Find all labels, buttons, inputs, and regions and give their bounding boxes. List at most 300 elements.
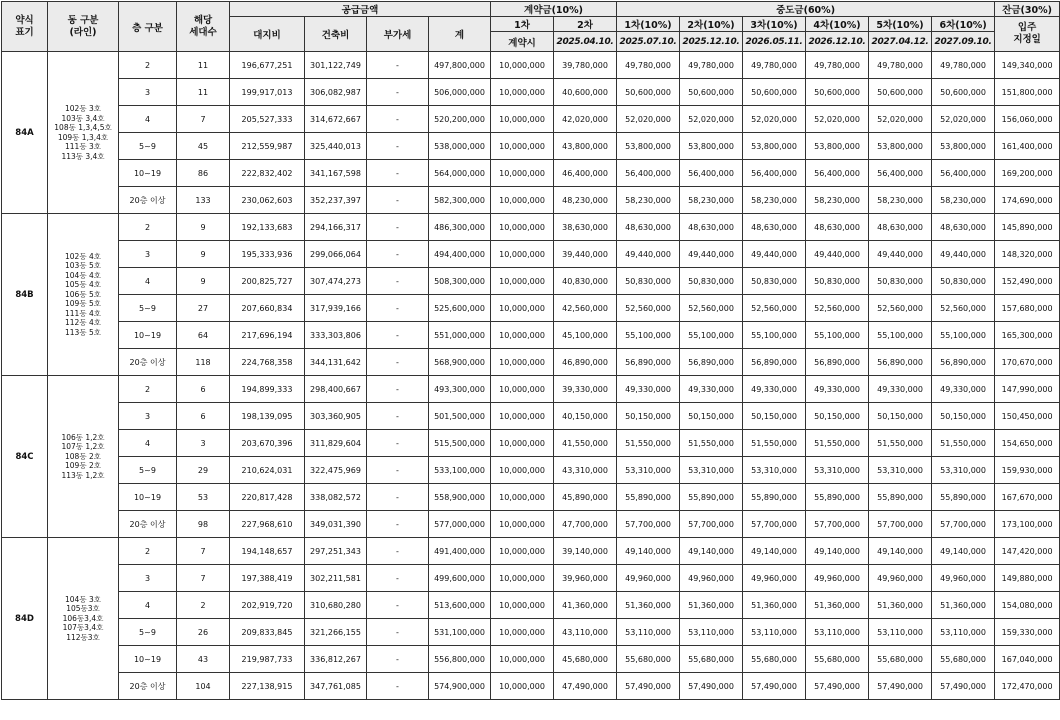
mid1-cell: 53,310,000 [617, 457, 680, 484]
balance-header-label: 입주 지정일 [1013, 22, 1041, 45]
units-cell: 43 [177, 646, 230, 673]
vat-cell: - [367, 646, 429, 673]
mid3-cell: 49,330,000 [743, 376, 806, 403]
mid1-cell: 53,800,000 [617, 133, 680, 160]
table-row [2, 322, 1060, 349]
mid1-cell: 51,550,000 [617, 430, 680, 457]
table-row [2, 214, 1060, 241]
floor-header: 층 구분 [119, 2, 177, 52]
mid6-cell: 53,110,000 [932, 619, 995, 646]
dong-line-item: 113동 1,2호 [61, 470, 105, 480]
total-cell: 506,000,000 [429, 79, 491, 106]
floor-cell: 20층 이상 [119, 511, 177, 538]
dep2-cell: 39,140,000 [554, 538, 617, 565]
mid1-cell: 56,400,000 [617, 160, 680, 187]
balance-cell: 157,680,000 [995, 295, 1060, 322]
land-cell: 203,670,396 [230, 430, 305, 457]
dep2-cell: 43,800,000 [554, 133, 617, 160]
mid1-cell: 48,630,000 [617, 214, 680, 241]
floor-cell: 10~19 [119, 160, 177, 187]
mid6-cell: 49,140,000 [932, 538, 995, 565]
dep1-cell: 10,000,000 [491, 376, 554, 403]
mid6-cell: 53,800,000 [932, 133, 995, 160]
building-cell: 302,211,581 [305, 565, 367, 592]
vat-cell: - [367, 430, 429, 457]
dep2-date: 2025.04.10. [554, 32, 617, 52]
table-row [2, 511, 1060, 538]
mid5-cell: 49,960,000 [869, 565, 932, 592]
dong-line-item: 103동 5호 [65, 261, 101, 271]
dep1-cell: 10,000,000 [491, 106, 554, 133]
dong-line-cell [48, 214, 119, 376]
dep2-cell: 43,110,000 [554, 619, 617, 646]
mid4-cell: 56,890,000 [806, 349, 869, 376]
mid4-cell: 49,960,000 [806, 565, 869, 592]
mid4-cell: 56,400,000 [806, 160, 869, 187]
mid6-cell: 55,100,000 [932, 322, 995, 349]
unit-type-cell: 84C [2, 376, 48, 538]
mid1-cell: 51,360,000 [617, 592, 680, 619]
dong-line-item: 105동 4호 [65, 280, 101, 290]
mid2-cell: 57,700,000 [680, 511, 743, 538]
units-cell: 104 [177, 673, 230, 700]
mid2-cell: 49,440,000 [680, 241, 743, 268]
mid4-date: 2026.12.10. [806, 32, 869, 52]
building-cell: 338,082,572 [305, 484, 367, 511]
building-cell: 310,680,280 [305, 592, 367, 619]
mid1-cell: 49,440,000 [617, 241, 680, 268]
mid2-cell: 51,550,000 [680, 430, 743, 457]
mid6-cell: 52,020,000 [932, 106, 995, 133]
floor-cell: 2 [119, 376, 177, 403]
dep2-cell: 47,700,000 [554, 511, 617, 538]
dep2-cell: 42,020,000 [554, 106, 617, 133]
mid6-cell: 48,630,000 [932, 214, 995, 241]
total-cell: 497,800,000 [429, 52, 491, 79]
mid1-cell: 50,600,000 [617, 79, 680, 106]
units-cell: 2 [177, 592, 230, 619]
mid3-cell: 53,800,000 [743, 133, 806, 160]
land-cell: 217,696,194 [230, 322, 305, 349]
balance-cell: 169,200,000 [995, 160, 1060, 187]
table-row [2, 52, 1060, 79]
balance-cell: 167,040,000 [995, 646, 1060, 673]
units-cell: 3 [177, 430, 230, 457]
dep1-cell: 10,000,000 [491, 133, 554, 160]
total-cell: 493,300,000 [429, 376, 491, 403]
table-row [2, 538, 1060, 565]
mid4-cell: 50,600,000 [806, 79, 869, 106]
vat-cell: - [367, 133, 429, 160]
mid2-cell: 53,310,000 [680, 457, 743, 484]
total-cell: 533,100,000 [429, 457, 491, 484]
total-cell: 486,300,000 [429, 214, 491, 241]
table-row [2, 457, 1060, 484]
balance-cell: 151,800,000 [995, 79, 1060, 106]
vat-cell: - [367, 484, 429, 511]
mid1-cell: 55,100,000 [617, 322, 680, 349]
floor-cell: 5~9 [119, 457, 177, 484]
balance-cell: 172,470,000 [995, 673, 1060, 700]
unit-type-cell: 84D [2, 538, 48, 700]
dong-line-item: 111동 3호 [65, 142, 101, 151]
total-cell: 577,000,000 [429, 511, 491, 538]
total-cell: 513,600,000 [429, 592, 491, 619]
land-cell: 212,559,987 [230, 133, 305, 160]
table-row [2, 403, 1060, 430]
vat-cell: - [367, 79, 429, 106]
floor-cell: 5~9 [119, 295, 177, 322]
balance-cell: 147,990,000 [995, 376, 1060, 403]
floor-cell: 2 [119, 538, 177, 565]
building-cell: 298,400,667 [305, 376, 367, 403]
building-cell: 322,475,969 [305, 457, 367, 484]
dong-line-item: 103동 3,4호 [61, 113, 105, 123]
table-row [2, 646, 1060, 673]
balance-cell: 145,890,000 [995, 214, 1060, 241]
dep1-header: 1차 [491, 17, 554, 32]
mid5-cell: 51,550,000 [869, 430, 932, 457]
mid5-cell: 52,560,000 [869, 295, 932, 322]
mid1-cell: 57,490,000 [617, 673, 680, 700]
mid5-cell: 49,440,000 [869, 241, 932, 268]
total-cell: 582,300,000 [429, 187, 491, 214]
units-cell: 45 [177, 133, 230, 160]
dong-line-item: 106동 1,2호 [61, 432, 105, 442]
units-header [177, 2, 230, 52]
mid2-cell: 51,360,000 [680, 592, 743, 619]
dep1-cell: 10,000,000 [491, 403, 554, 430]
mid3-cell: 53,110,000 [743, 619, 806, 646]
total-cell: 558,900,000 [429, 484, 491, 511]
dong-line-cell [48, 376, 119, 538]
dep2-cell: 39,440,000 [554, 241, 617, 268]
mid4-cell: 57,700,000 [806, 511, 869, 538]
vat-header: 부가세 [367, 17, 429, 52]
dep2-cell: 47,490,000 [554, 673, 617, 700]
mid5-date: 2027.04.12. [869, 32, 932, 52]
balance-cell: 159,930,000 [995, 457, 1060, 484]
mid5-cell: 53,310,000 [869, 457, 932, 484]
floor-cell: 4 [119, 106, 177, 133]
land-cell: 199,917,013 [230, 79, 305, 106]
dong-line-item: 112동3호 [66, 632, 100, 642]
dep2-cell: 40,830,000 [554, 268, 617, 295]
dong-header [48, 2, 119, 52]
dong-line-item: 106동 5호 [65, 289, 101, 299]
unit-type-cell: 84B [2, 214, 48, 376]
mid1-cell: 49,960,000 [617, 565, 680, 592]
vat-cell: - [367, 511, 429, 538]
mid3-cell: 55,100,000 [743, 322, 806, 349]
dong-line-item: 113동 3,4호 [61, 151, 105, 161]
vat-cell: - [367, 349, 429, 376]
mid2-cell: 56,890,000 [680, 349, 743, 376]
floor-cell: 3 [119, 79, 177, 106]
total-cell: 501,500,000 [429, 403, 491, 430]
dep1-cell: 10,000,000 [491, 457, 554, 484]
table-row [2, 619, 1060, 646]
vat-cell: - [367, 160, 429, 187]
total-cell: 564,000,000 [429, 160, 491, 187]
building-cell: 349,031,390 [305, 511, 367, 538]
mid5-cell: 56,890,000 [869, 349, 932, 376]
mid3-cell: 53,310,000 [743, 457, 806, 484]
land-cell: 207,660,834 [230, 295, 305, 322]
mid2-header: 2차(10%) [680, 17, 743, 32]
table-row [2, 376, 1060, 403]
balance-cell: 165,300,000 [995, 322, 1060, 349]
dep1-cell: 10,000,000 [491, 214, 554, 241]
mid6-cell: 55,680,000 [932, 646, 995, 673]
supply-group-header: 공급금액 [230, 2, 491, 17]
units-cell: 6 [177, 403, 230, 430]
vat-cell: - [367, 619, 429, 646]
mid1-cell: 52,560,000 [617, 295, 680, 322]
mid5-cell: 49,140,000 [869, 538, 932, 565]
mid2-cell: 50,600,000 [680, 79, 743, 106]
balance-cell: 161,400,000 [995, 133, 1060, 160]
mid6-cell: 57,490,000 [932, 673, 995, 700]
mid5-cell: 50,150,000 [869, 403, 932, 430]
mid4-cell: 52,020,000 [806, 106, 869, 133]
land-cell: 198,139,095 [230, 403, 305, 430]
mid5-cell: 55,890,000 [869, 484, 932, 511]
dep1-cell: 10,000,000 [491, 511, 554, 538]
total-cell: 515,500,000 [429, 430, 491, 457]
mid3-cell: 58,230,000 [743, 187, 806, 214]
units-cell: 64 [177, 322, 230, 349]
mid2-cell: 56,400,000 [680, 160, 743, 187]
vat-cell: - [367, 241, 429, 268]
mid2-cell: 49,140,000 [680, 538, 743, 565]
building-cell: 301,122,749 [305, 52, 367, 79]
units-cell: 9 [177, 241, 230, 268]
mid2-cell: 53,800,000 [680, 133, 743, 160]
dep1-cell: 10,000,000 [491, 592, 554, 619]
dep2-cell: 48,230,000 [554, 187, 617, 214]
mid4-cell: 57,490,000 [806, 673, 869, 700]
balance-cell: 156,060,000 [995, 106, 1060, 133]
mid6-cell: 51,360,000 [932, 592, 995, 619]
table-row [2, 565, 1060, 592]
dong-line-item: 113동 5호 [65, 327, 101, 337]
balance-cell: 170,670,000 [995, 349, 1060, 376]
land-cell: 194,148,657 [230, 538, 305, 565]
vat-cell: - [367, 403, 429, 430]
mid5-cell: 50,830,000 [869, 268, 932, 295]
dep2-header: 2차 [554, 17, 617, 32]
mid4-cell: 58,230,000 [806, 187, 869, 214]
floor-cell: 2 [119, 52, 177, 79]
mid4-cell: 52,560,000 [806, 295, 869, 322]
mid3-cell: 50,830,000 [743, 268, 806, 295]
mid5-cell: 49,780,000 [869, 52, 932, 79]
dong-line-cell [48, 52, 119, 214]
dep1-cell: 10,000,000 [491, 160, 554, 187]
dep2-cell: 43,310,000 [554, 457, 617, 484]
mid2-cell: 49,780,000 [680, 52, 743, 79]
dep2-cell: 45,680,000 [554, 646, 617, 673]
mid6-cell: 49,440,000 [932, 241, 995, 268]
mid6-cell: 50,830,000 [932, 268, 995, 295]
mid2-cell: 53,110,000 [680, 619, 743, 646]
floor-cell: 3 [119, 241, 177, 268]
building-cell: 307,474,273 [305, 268, 367, 295]
mid6-cell: 51,550,000 [932, 430, 995, 457]
land-cell: 220,817,428 [230, 484, 305, 511]
building-cell: 321,266,155 [305, 619, 367, 646]
mid4-cell: 51,550,000 [806, 430, 869, 457]
mid5-cell: 56,400,000 [869, 160, 932, 187]
dep1-cell: 10,000,000 [491, 430, 554, 457]
mid5-header: 5차(10%) [869, 17, 932, 32]
total-cell: 538,000,000 [429, 133, 491, 160]
mid3-cell: 55,680,000 [743, 646, 806, 673]
units-cell: 29 [177, 457, 230, 484]
dep1-cell: 10,000,000 [491, 619, 554, 646]
units-header-label: 해당 세대수 [189, 14, 217, 38]
dep1-cell: 10,000,000 [491, 52, 554, 79]
dong-line-item: 106동3,4호 [62, 613, 104, 623]
mid2-cell: 50,830,000 [680, 268, 743, 295]
dong-line-cell [48, 538, 119, 700]
building-cell: 341,167,598 [305, 160, 367, 187]
building-cell: 314,672,667 [305, 106, 367, 133]
table-row [2, 295, 1060, 322]
mid3-cell: 57,490,000 [743, 673, 806, 700]
mid5-cell: 53,800,000 [869, 133, 932, 160]
dep1-cell: 10,000,000 [491, 484, 554, 511]
land-cell: 192,133,683 [230, 214, 305, 241]
mid5-cell: 55,680,000 [869, 646, 932, 673]
mid1-header: 1차(10%) [617, 17, 680, 32]
balance-cell: 159,330,000 [995, 619, 1060, 646]
units-cell: 7 [177, 106, 230, 133]
mid5-cell: 49,330,000 [869, 376, 932, 403]
land-cell: 197,388,419 [230, 565, 305, 592]
mid4-cell: 50,150,000 [806, 403, 869, 430]
balance-cell: 167,670,000 [995, 484, 1060, 511]
building-cell: 297,251,343 [305, 538, 367, 565]
mid5-cell: 48,630,000 [869, 214, 932, 241]
dong-line-item: 109동 2호 [65, 461, 101, 471]
vat-cell: - [367, 268, 429, 295]
mid2-cell: 55,100,000 [680, 322, 743, 349]
balance-cell: 149,340,000 [995, 52, 1060, 79]
floor-cell: 10~19 [119, 646, 177, 673]
table-row [2, 187, 1060, 214]
units-cell: 53 [177, 484, 230, 511]
mid2-cell: 55,680,000 [680, 646, 743, 673]
mid5-cell: 57,700,000 [869, 511, 932, 538]
units-cell: 118 [177, 349, 230, 376]
dep1-cell: 10,000,000 [491, 565, 554, 592]
table-row [2, 349, 1060, 376]
units-cell: 9 [177, 268, 230, 295]
mid3-cell: 49,440,000 [743, 241, 806, 268]
dep1-date: 계약시 [491, 32, 554, 52]
mid4-cell: 49,780,000 [806, 52, 869, 79]
dep1-cell: 10,000,000 [491, 646, 554, 673]
total-cell: 556,800,000 [429, 646, 491, 673]
mid2-cell: 49,960,000 [680, 565, 743, 592]
floor-cell: 3 [119, 565, 177, 592]
floor-cell: 4 [119, 592, 177, 619]
total-cell: 551,000,000 [429, 322, 491, 349]
balance-cell: 148,320,000 [995, 241, 1060, 268]
mid4-cell: 50,830,000 [806, 268, 869, 295]
dep1-cell: 10,000,000 [491, 268, 554, 295]
total-cell: 491,400,000 [429, 538, 491, 565]
mid5-cell: 57,490,000 [869, 673, 932, 700]
building-cell: 303,360,905 [305, 403, 367, 430]
table-row [2, 160, 1060, 187]
floor-cell: 5~9 [119, 619, 177, 646]
mid6-cell: 56,400,000 [932, 160, 995, 187]
balance-cell: 154,650,000 [995, 430, 1060, 457]
mid-group-header: 중도금(60%) [617, 2, 995, 17]
vat-cell: - [367, 457, 429, 484]
mid4-cell: 55,680,000 [806, 646, 869, 673]
mid6-cell: 57,700,000 [932, 511, 995, 538]
mid4-cell: 49,440,000 [806, 241, 869, 268]
table-row [2, 79, 1060, 106]
mid4-cell: 49,140,000 [806, 538, 869, 565]
mid6-cell: 53,310,000 [932, 457, 995, 484]
mid2-cell: 52,020,000 [680, 106, 743, 133]
mid4-header: 4차(10%) [806, 17, 869, 32]
land-cell: 209,833,845 [230, 619, 305, 646]
mid6-date: 2027.09.10. [932, 32, 995, 52]
dep2-cell: 39,780,000 [554, 52, 617, 79]
mid3-date: 2026.05.11. [743, 32, 806, 52]
mid6-header: 6차(10%) [932, 17, 995, 32]
mid1-cell: 53,110,000 [617, 619, 680, 646]
mid6-cell: 49,330,000 [932, 376, 995, 403]
mid4-cell: 55,890,000 [806, 484, 869, 511]
building-cell: 325,440,013 [305, 133, 367, 160]
mid4-cell: 53,310,000 [806, 457, 869, 484]
mid3-cell: 50,600,000 [743, 79, 806, 106]
dep2-cell: 39,330,000 [554, 376, 617, 403]
dong-line-item: 104동 4호 [65, 270, 101, 280]
building-cell: 352,237,397 [305, 187, 367, 214]
total-cell: 499,600,000 [429, 565, 491, 592]
dong-line-item: 112동 4호 [65, 318, 101, 328]
dep1-cell: 10,000,000 [491, 322, 554, 349]
floor-cell: 20층 이상 [119, 349, 177, 376]
floor-cell: 20층 이상 [119, 187, 177, 214]
balance-cell: 174,690,000 [995, 187, 1060, 214]
table-row [2, 106, 1060, 133]
mid2-date: 2025.12.10. [680, 32, 743, 52]
units-cell: 26 [177, 619, 230, 646]
units-cell: 86 [177, 160, 230, 187]
vat-cell: - [367, 673, 429, 700]
dep2-cell: 39,960,000 [554, 565, 617, 592]
land-cell: 200,825,727 [230, 268, 305, 295]
land-cell: 224,768,358 [230, 349, 305, 376]
mid1-cell: 49,140,000 [617, 538, 680, 565]
balance-cell: 152,490,000 [995, 268, 1060, 295]
deposit-group-header: 계약금(10%) [491, 2, 617, 17]
mid1-cell: 50,150,000 [617, 403, 680, 430]
building-cell: 336,812,267 [305, 646, 367, 673]
dong-line-item: 102동 3호 [65, 104, 101, 113]
mid4-cell: 49,330,000 [806, 376, 869, 403]
vat-cell: - [367, 565, 429, 592]
